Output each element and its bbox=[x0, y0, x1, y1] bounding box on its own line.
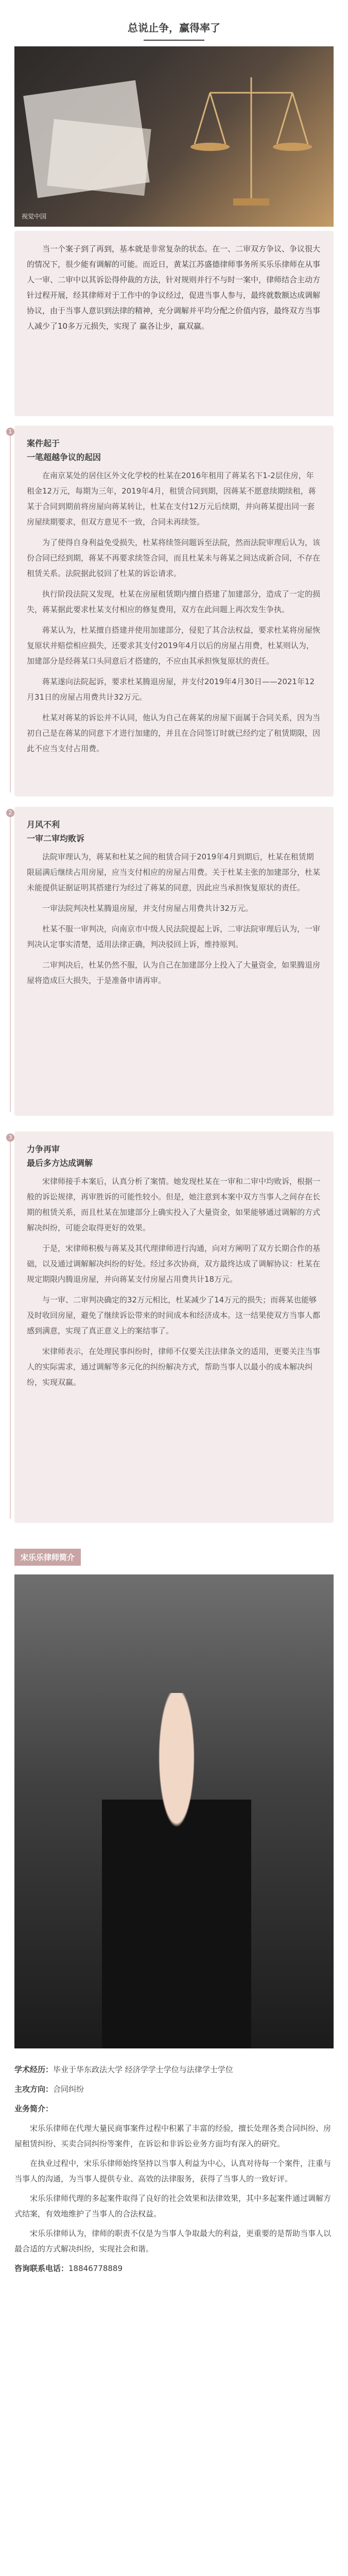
profile-paragraph: 在执业过程中，宋乐乐律师始终坚持以当事人利益为中心，认真对待每一个案件，注重与当事人的沟通，为当事人提供专业、高效的法律服务，获得了当事人的一致好评。 bbox=[14, 2159, 332, 2183]
section-1-paragraph: 执行阶段法院又发现，杜某在房屋租赁期内擅自搭建了加建部分，造成了一定的损失，蒋某据此要求杜某支付相应的修复费用，双方在此问题上再次发生争执。 bbox=[27, 589, 321, 614]
profile-paragraph: 宋乐乐律师代理的多起案件取得了良好的社会效果和法律效果，其中多起案件通过调解方式结案，有效地维护了当事人的合法权益。 bbox=[14, 2194, 332, 2218]
section-1-paragraph: 为了使得自身利益免受损失，杜某将续签问题诉至法院，然而法院审理后认为，该份合同已经到期，蒋某不再要求续签合同，而且杜某未与蒋某之间达成新合同，不存在租赁关系。法院据此驳回了杜某的诉讼请求。 bbox=[27, 538, 321, 578]
hero-image bbox=[14, 46, 334, 227]
section-1-paragraph: 蒋某认为，杜某擅自搭建并使用加建部分，侵犯了其合法权益，要求杜某将房屋恢复原状并赔偿相应损失，还要求其支付2019年4月以后的房屋占用费，杜某则认为，加建部分是经蒋某口头同意后才搭建的，不应由其承担恢复原状的责任。 bbox=[27, 625, 321, 666]
profile-tag: 宋乐乐律师简介 bbox=[14, 1549, 81, 1566]
section-2-paragraph: 法院审理认为，蒋某和杜某之间的租赁合同于2019年4月到期后，杜某在租赁期限届满后继续占用房屋，应当支付相应的房屋占用费。关于杜某主张的加建部分，杜某未能提供证据证明其搭建行为经过了蒋某的同意，因此应当承担恢复原状的责任。 bbox=[27, 852, 321, 892]
intro-card bbox=[14, 231, 334, 416]
section-3-heading: 力争再审 bbox=[27, 1144, 60, 1154]
section-3-paragraph: 于是，宋律师积极与蒋某及其代理律师进行沟通，向对方阐明了双方长期合作的基础，以及通过调解解决纠纷的好处。经过多次协商，双方最终达成了调解协议：杜某在规定期限内腾退房屋，并向蒋某支付房屋占用费共计18万元。 bbox=[27, 1244, 321, 1284]
contact-phone[interactable]: 18846778889 bbox=[68, 2264, 123, 2273]
section-3-paragraph: 与一审、二审判决确定的32万元相比，杜某减少了14万元的损失；而蒋某也能够及时收回房屋，避免了继续诉讼带来的时间成本和经济成本。这一结果使双方当事人都感到满意，实现了真正意义上的案结事了。 bbox=[27, 1295, 321, 1335]
profile-line-label: 业务简介： bbox=[14, 2104, 54, 2113]
section-2-paragraph: 杜某不服一审判决，向南京市中级人民法院提起上诉，二审法院审理后认为，一审判决认定事实清楚，适用法律正确，判决驳回上诉，维持原判。 bbox=[27, 924, 321, 949]
section-2-heading: 月风不利 bbox=[27, 820, 60, 829]
profile-line bbox=[14, 2062, 334, 2077]
portrait-figure bbox=[102, 1693, 251, 2048]
profile-line-label: 主攻方向： bbox=[14, 2084, 54, 2094]
scales-of-justice-illustration bbox=[14, 46, 334, 227]
section-1-line bbox=[10, 432, 11, 792]
section-3-line bbox=[10, 1138, 11, 1519]
section-2-paragraph: 一审法院判决杜某腾退房屋，并支付房屋占用费共计32万元。 bbox=[42, 904, 253, 913]
profile-paragraph: 宋乐乐律师认为，律师的职责不仅是为当事人争取最大的利益，更重要的是帮助当事人以最合适的方式解决纠纷，实现社会和谐。 bbox=[14, 2229, 332, 2253]
section-number-2: 2 bbox=[6, 809, 14, 817]
section-3-paragraph: 宋律师接手本案后，认真分析了案情。她发现杜某在一审和二审中均败诉，根据一般的诉讼规律，再审胜诉的可能性较小。但是，她注意到本案中双方当事人之间存在长期的租赁关系，而且杜某在加建部分上确实投入了大量资金，如果能够通过调解的方式解决纠纷，可能会取得更好的效果。 bbox=[27, 1177, 321, 1232]
profile-line bbox=[14, 2081, 334, 2097]
intro-paragraph: 当一个案子到了再到，基本就是非常复杂的状态。在一、二审双方争议、争议很大的情况下，很少能有调解的可能。而近日，黄某江苏盛德律师事务所买乐乐律师在从事人一审、二审中以其诉讼得仲裁的方法，针对规则并行不与时一案中，律师结合主动方针过程开展，经其律师对于工作中的争议经过，促进当事人参与，最终就数额达成调解协议，由于当事人意识到法律的精神，充分调解并平均分配之价值内容，最终双方当事人减少了10多万元损失，实现了 赢各让步，赢双赢。 bbox=[27, 244, 321, 331]
section-3-subheading: 最后多方达成调解 bbox=[27, 1158, 93, 1168]
profile-paragraph: 宋乐乐律师在代理大量民商事案件过程中积累了丰富的经验，擅长处理各类合同纠纷、房屋租赁纠纷、买卖合同纠纷等案件，在诉讼和非诉讼业务方面均有深入的研究。 bbox=[14, 2124, 332, 2148]
profile-line-text: 合同纠纷 bbox=[53, 2084, 84, 2094]
section-2-subheading: 一审二审均败诉 bbox=[27, 834, 85, 843]
section-3-paragraph: 宋律师表示，在处理民事纠纷时，律师不仅要关注法律条文的适用，更要关注当事人的实际需求，通过调解等多元化的纠纷解决方式，帮助当事人以最小的成本解决纠纷，实现双赢。 bbox=[27, 1347, 321, 1387]
section-1-paragraph: 在南京某处的居住区外文化学校的杜某在2016年租用了蒋某名下1-2层住房，年租金12万元，每期为三年，2019年4月，租赁合同到期，因蒋某不愿意续期续租，蒋某于合同到期前将房屋向蒋某转让，杜某在支付12万元后续期，并向蒋某提出同一套房屋续期要求，但双方意见不一致，合同未再续签。 bbox=[27, 471, 316, 527]
photo-credit: 视觉中国 bbox=[22, 213, 47, 220]
section-2 bbox=[14, 807, 334, 1116]
section-2-paragraph: 二审判决后，杜某仍然不服，认为自己在加建部分上投入了大量资金，如果腾退房屋将造成巨大损失，于是准备申请再审。 bbox=[27, 960, 321, 985]
lawyer-portrait-photo bbox=[14, 1574, 334, 2048]
profile-line-text: 毕业于华东政法大学 经济学学士学位与法律学士学位 bbox=[53, 2065, 233, 2074]
page-title bbox=[0, 20, 348, 41]
contact-label: 咨询联系电话： bbox=[14, 2264, 69, 2273]
section-1 bbox=[14, 426, 334, 796]
title-underline bbox=[144, 40, 204, 41]
section-1-paragraph: 蒋某遂向法院起诉，要求杜某腾退房屋，并支付2019年4月30日——2021年12月31日的房屋占用费共计32万元。 bbox=[27, 677, 315, 702]
section-number-1: 1 bbox=[6, 428, 14, 436]
section-1-subheading: 一笔超越争议的起因 bbox=[27, 452, 101, 462]
profile-line bbox=[14, 2101, 334, 2116]
profile-line-label: 学术经历： bbox=[14, 2065, 54, 2074]
section-2-line bbox=[10, 813, 11, 1112]
contact-line bbox=[14, 2261, 334, 2276]
section-3 bbox=[14, 1131, 334, 1523]
profile-info bbox=[14, 2058, 334, 2276]
section-1-paragraph: 杜某对蒋某的诉讼并不认同，他认为自己在蒋某的房屋下面属于合同关系，因为当初自己是在蒋某的同意下才进行加建的，并且在合同签订时就已经约定了租赁期限，因此不应当支付占用费。 bbox=[27, 713, 321, 753]
section-1-heading: 案件起于 bbox=[27, 438, 60, 448]
section-number-3: 3 bbox=[6, 1133, 14, 1142]
page-title-text: 总说止争，赢得率了 bbox=[128, 22, 220, 34]
